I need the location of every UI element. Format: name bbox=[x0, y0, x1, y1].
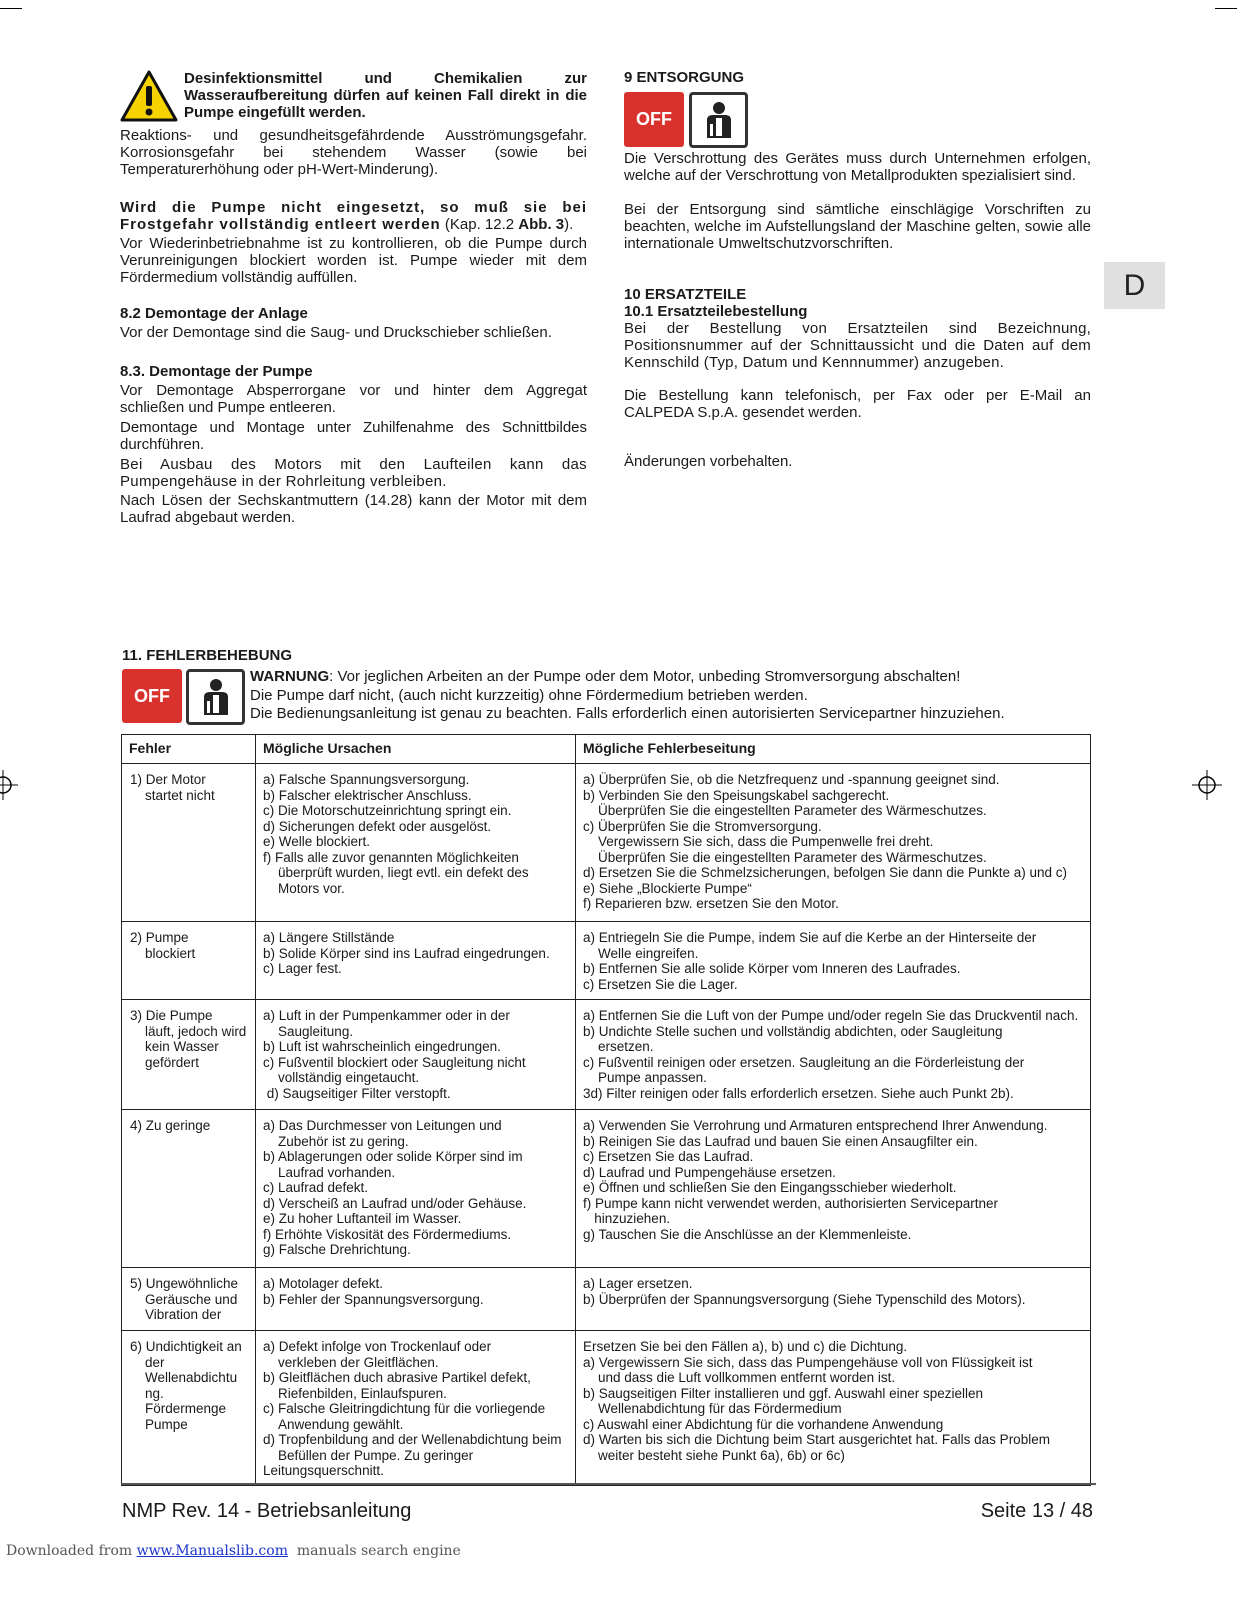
section-11-warning bbox=[250, 668, 1090, 724]
remedy-cell: Ersetzen Sie bei den Fällen a), b) und c) die Dichtung. a) Vergewissern Sie sich, dass das Pumpengehäuse voll von Flüssigkeit ist und dass die Luft vollkommen entfernt worden ist. b) Saugseitigen Filter installieren und ggf. Auswahl einer speziellen Wellenabdichtung für das Fördermedium c) Auswahl einer Abdichtung für die vorhandene Anwendung d) Warten bis sich die Dichtung beim Start ausgerichtet hat. Falls das Problem weiter besteht siehe Punkt 6a), 6b) or 6c) bbox=[576, 1331, 1091, 1486]
causes-cell: a) Luft in der Pumpenkammer oder in der Saugleitung. b) Luft ist wahrscheinlich eingedrungen. c) Fußventil blockiert oder Saugleitung nicht vollständig eingetaucht. d) Saugseitiger Filter verstopft. bbox=[256, 1000, 576, 1110]
registration-mark-icon bbox=[1192, 770, 1222, 800]
section-10-1-p1: Bei der Bestellung von Ersatzteilen sind Bezeichnung, Positionsnummer auf der Schnittaussicht und die Daten auf dem Kennschild (Typ, Datum und Kennnummer) anzugeben. bbox=[624, 320, 1091, 371]
warning-line-1: WARNUNG: Vor jeglichen Arbeiten an der Pumpe oder dem Motor, unbeding Stromversorgung abschalten! bbox=[250, 668, 961, 685]
fault-cell: 6) Undichtigkeit an der Wellenabdichtu ng. Fördermenge Pumpe bbox=[122, 1331, 256, 1486]
section-11-title: 11. FEHLERBEHEBUNG bbox=[122, 647, 293, 664]
fault-cell: 3) Die Pumpe läuft, jedoch wird kein Wasser gefördert bbox=[122, 1000, 256, 1110]
causes-cell: a) Defekt infolge von Trockenlauf oder verkleben der Gleitflächen. b) Gleitflächen duch abrasive Partikel defekt, Riefenbilden, Einlaufspuren. c) Falsche Gleitringdichtung für die vorliegende Anwendung gewählt. d) Tropfenbildung and der Wellenabdichtung beim Befüllen der Pumpe. Zu geringer Leitungsquerschnitt. bbox=[256, 1331, 576, 1486]
frost-bold: Wird die Pumpe nicht eingesetzt, so muß sie bei Frostgefahr vollständig entleert werden bbox=[120, 199, 587, 233]
section-10-1-p3: Änderungen vorbehalten. bbox=[624, 453, 793, 470]
section-8-3-title: 8.3. Demontage der Pumpe bbox=[120, 363, 313, 380]
warning-line-2: Die Pumpe darf nicht, (auch nicht kurzzeitig) ohne Fördermedium betrieben werden. bbox=[250, 686, 808, 704]
frost-abb: Abb. 3 bbox=[518, 216, 565, 233]
frost-end: ). bbox=[564, 216, 574, 233]
footer-page-number: Seite 13 / 48 bbox=[980, 1500, 1093, 1522]
fault-cell: 4) Zu geringe bbox=[122, 1110, 256, 1268]
remedy-cell: a) Entfernen Sie die Luft von der Pumpe und/oder regeln Sie das Druckventil nach. b) Undichte Stelle suchen und vollständig abdichten, oder Saugleitung ersetzen. c) Fußventil reinigen oder ersetzen. Saugleitung an die Förderleistung der Pumpe anpassen. 3d) Filter reinigen oder falls erforderlich ersetzen. Siehe auch Punkt 2b). bbox=[576, 1000, 1091, 1110]
section-10-title: 10 ERSATZTEILE bbox=[624, 286, 747, 303]
fault-cell: 1) Der Motor startet nicht bbox=[122, 764, 256, 922]
table-row bbox=[122, 922, 1091, 1000]
remedy-cell: a) Verwenden Sie Verrohrung und Armaturen entsprechend Ihrer Anwendung. b) Reinigen Sie das Laufrad und bauen Sie einen Ansaugfilter ein. c) Ersetzen Sie das Laufrad. d) Laufrad und Pumpengehäuse ersetzen. e) Öffnen und schließen Sie den Eingangsschieber wiederholt. f) Pumpe kann nicht verwendet werden, authorisierten Servicepartner hinzuziehen. g) Tauschen Sie die Anschlüsse an der Klemmenleiste. bbox=[576, 1110, 1091, 1268]
section-9-title: 9 ENTSORGUNG bbox=[624, 69, 745, 86]
manualslib-link[interactable]: www.Manualslib.com bbox=[136, 1543, 288, 1559]
mechanic-icon bbox=[689, 92, 748, 148]
troubleshooting-table bbox=[121, 734, 1091, 1486]
warning-triangle-icon bbox=[120, 70, 178, 122]
fault-cell: 5) Ungewöhnliche Geräusche und Vibration der bbox=[122, 1268, 256, 1331]
warning-block bbox=[120, 70, 587, 121]
column-header-fault: Fehler bbox=[122, 735, 256, 764]
column-header-remedy: Mögliche Fehlerbeseitung bbox=[576, 735, 1091, 764]
mechanic-figure-icon bbox=[196, 677, 236, 717]
warning-label: WARNUNG bbox=[250, 668, 330, 685]
mechanic-icon bbox=[186, 669, 245, 725]
section-10-1-title: 10.1 Ersatzteilebestellung bbox=[624, 303, 808, 320]
table-row bbox=[122, 1331, 1091, 1486]
warning-line-3: Die Bedienungsanleitung ist genau zu beachten. Falls erforderlich einen autorisierten Servicepartner hinzuziehen. bbox=[250, 705, 1005, 722]
table-row bbox=[122, 1268, 1091, 1331]
remedy-cell: a) Lager ersetzen. b) Überprüfen der Spannungsversorgung (Siehe Typenschild des Motors). bbox=[576, 1268, 1091, 1331]
frost-paragraph bbox=[120, 199, 587, 233]
fault-cell: 2) Pumpe blockiert bbox=[122, 922, 256, 1000]
causes-cell: a) Das Durchmesser von Leitungen und Zubehör ist zu gering. b) Ablagerungen oder solide Körper sind im Laufrad vorhanden. c) Laufrad defekt. d) Verscheiß an Laufrad und/oder Gehäuse. e) Zu hoher Luftanteil im Wasser. f) Erhöhte Viskosität des Fördermediums. g) Falsche Drehrichtung. bbox=[256, 1110, 576, 1268]
off-icon: OFF bbox=[122, 669, 182, 723]
registration-mark-icon bbox=[0, 770, 18, 800]
section-9-p2: Bei der Entsorgung sind sämtliche einschlägige Vorschriften zu beachten, welche im Aufstellungsland der Maschine gelten, sowie alle internationale Umweltschutzvorschriften. bbox=[624, 201, 1091, 252]
causes-cell: a) Längere Stillstände b) Solide Körper sind ins Laufrad eingedrungen. c) Lager fest. bbox=[256, 922, 576, 1000]
frost-text: Vor Wiederinbetriebnahme ist zu kontrollieren, ob die Pumpe durch Verunreinigungen blockiert worden ist. Pumpe wieder mit dem Fördermedium vollständig auffüllen. bbox=[120, 235, 587, 286]
off-icon: OFF bbox=[624, 92, 684, 147]
causes-cell: a) Falsche Spannungsversorgung. b) Falscher elektrischer Anschluss. c) Die Motorschutzeinrichtung springt ein. d) Sicherungen defekt oder ausgelöst. e) Welle blockiert. f) Falls alle zuvor genannten Möglichkeiten überprüft wurden, liegt evtl. ein defekt des Motors vor. bbox=[256, 764, 576, 922]
section-8-3-p1: Vor Demontage Absperrorgane vor und hinter dem Aggregat schließen und Pumpe entleeren. bbox=[120, 382, 587, 416]
warning-text: Reaktions- und gesundheitsgefährdende Ausströmungsgefahr. Korrosionsgefahr bei stehendem Wasser (sowie bei Temperaturerhöhung oder pH-Wert-Minderung). bbox=[120, 127, 587, 178]
column-header-causes: Mögliche Ursachen bbox=[256, 735, 576, 764]
frost-ref: (Kap. 12.2 bbox=[440, 216, 519, 233]
section-8-2-text: Vor der Demontage sind die Saug- und Druckschieber schließen. bbox=[120, 324, 552, 341]
mechanic-figure-icon bbox=[699, 100, 739, 140]
warning-bold-text: Desinfektionsmittel und Chemikalien zur Wasseraufbereitung dürfen auf keinen Fall direkt in die Pumpe eingefüllt werden. bbox=[184, 70, 587, 121]
footer-divider bbox=[121, 1483, 1096, 1485]
section-8-2-title: 8.2 Demontage der Anlage bbox=[120, 305, 308, 322]
download-note: Downloaded from www.Manualslib.com manuals search engine bbox=[6, 1543, 461, 1559]
table-row bbox=[122, 1110, 1091, 1268]
table-row bbox=[122, 1000, 1091, 1110]
section-10-1-p2: Die Bestellung kann telefonisch, per Fax oder per E-Mail an CALPEDA S.p.A. gesendet werden. bbox=[624, 387, 1091, 421]
section-9-p1: Die Verschrottung des Gerätes muss durch Unternehmen erfolgen, welche auf der Verschrottung von Metallprodukten spezialisiert sind. bbox=[624, 150, 1091, 184]
causes-cell: a) Motolager defekt. b) Fehler der Spannungsversorgung. bbox=[256, 1268, 576, 1331]
language-tab: D bbox=[1104, 262, 1165, 309]
table-row bbox=[122, 764, 1091, 922]
crop-mark bbox=[1215, 8, 1237, 9]
crop-mark bbox=[0, 8, 22, 9]
section-8-3-p4: Nach Lösen der Sechskantmuttern (14.28) kann der Motor mit dem Laufrad abgebaut werden. bbox=[120, 492, 587, 526]
section-8-3-p2: Demontage und Montage unter Zuhilfenahme des Schnittbildes durchführen. bbox=[120, 419, 587, 453]
remedy-cell: a) Überprüfen Sie, ob die Netzfrequenz und -spannung geeignet sind. b) Verbinden Sie den Speisungskabel sachgerecht. Überprüfen Sie die eingestellten Parameter des Wärmeschutzes. c) Überprüfen Sie die Stromversorgung. Vergewissern Sie sich, dass die Pumpenwelle frei dreht. Überprüfen Sie die eingestellten Parameter des Wärmeschutzes. d) Ersetzen Sie die Schmelzsicherungen, befolgen Sie dann die Punkte a) und c) e) Siehe „Blockierte Pumpe“ f) Reparieren bzw. ersetzen Sie den Motor. bbox=[576, 764, 1091, 922]
remedy-cell: a) Entriegeln Sie die Pumpe, indem Sie auf die Kerbe an der Hinterseite der Welle eingreifen. b) Entfernen Sie alle solide Körper vom Inneren des Laufrades. c) Ersetzen Sie die Lager. bbox=[576, 922, 1091, 1000]
table-header-row bbox=[122, 735, 1091, 764]
footer-title: NMP Rev. 14 - Betriebsanleitung bbox=[122, 1500, 412, 1522]
section-8-3-p3: Bei Ausbau des Motors mit den Laufteilen kann das Pumpengehäuse in der Rohrleitung verbleiben. bbox=[120, 456, 587, 490]
